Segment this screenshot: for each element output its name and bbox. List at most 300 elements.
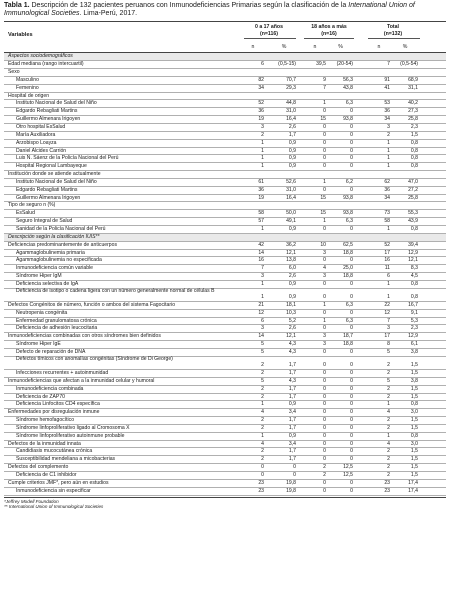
row-label: Edad mediana (rango intercuartil) [8,61,84,68]
row-cell: 12,9 [408,333,418,340]
row-cell: 1 [387,432,390,439]
row-cell: 1,7 [288,424,296,431]
row-cell: 0 [323,432,326,439]
row-cell: 2 [323,464,326,471]
table-header [4,22,446,53]
row-cell: 5,3 [410,317,418,324]
row-cell: 6,3 [345,317,353,324]
row-cell: 36 [258,108,264,115]
row-cell: 5 [387,377,390,384]
row-label: Defectos tímicos con anomalías congénitas (Síndrome de Di George) [16,356,173,363]
row-cell: 1,7 [288,417,296,424]
row-cell: 9 [323,76,326,83]
row-cell: 93,8 [343,194,353,201]
group-row [4,93,446,101]
row-cell: 1 [261,280,264,287]
caption-label: Tabla 1. [4,2,30,9]
row-cell: 27,2 [408,186,418,193]
table-row [4,472,446,480]
table-row [4,140,446,148]
row-cell: 1,5 [410,456,418,463]
table-row [4,108,446,116]
document-page [4,0,446,509]
row-cell: 17,4 [408,487,418,494]
row-cell: 15 [320,194,326,201]
row-cell: 12,1 [286,333,296,340]
row-cell: 5 [387,348,390,355]
table-row [4,148,446,156]
row-label: María Auxiliadora [16,131,56,138]
table-row [4,401,446,409]
group-n: (n=116) [259,30,279,37]
row-cell: 0 [261,464,264,471]
table-row [4,124,446,132]
row-cell: 0 [350,448,353,455]
row-label: Seguro Integral de Salud [16,218,73,225]
row-cell: 31,0 [286,108,296,115]
row-cell: 16 [258,257,264,264]
row-cell: 1 [261,163,264,170]
row-cell: 10,3 [286,309,296,316]
row-cell: 1 [261,147,264,154]
row-cell: 0 [323,440,326,447]
table-row [4,456,446,464]
row-cell: 3 [261,124,264,130]
row-cell: 3 [323,273,326,280]
table-row [4,163,446,171]
row-cell: 0,8 [410,147,418,154]
row-cell: 93,8 [343,116,353,123]
row-cell: 6,1 [410,341,418,348]
row-cell: 0 [323,139,326,146]
row-cell: 70,7 [286,76,296,83]
caption-italic: International Union of Immunological Societies [4,2,415,18]
row-cell: 25,8 [408,194,418,201]
row-cell: 4 [261,409,264,416]
row-cell: 0 [323,448,326,455]
table-row [4,77,446,85]
row-cell: 36,2 [286,241,296,248]
row-cell: 2 [261,456,264,463]
row-cell: 3,0 [410,409,418,416]
row-cell: 53 [384,100,390,107]
row-cell: 13,8 [286,257,296,264]
row-label: Agammaglobulinemia primaria [16,249,85,256]
row-cell: 0 [350,186,353,193]
row-cell: 3 [387,124,390,130]
row-cell: 2 [323,471,326,478]
row-label: EsSalud [16,210,35,217]
row-cell: 4 [323,265,326,272]
row-cell: 2 [261,385,264,392]
row-cell: 2 [261,424,264,431]
row-cell: 39,5 [316,61,326,68]
header-underline [304,38,354,39]
row-cell: 0,9 [288,432,296,439]
row-cell: 4,3 [288,341,296,348]
row-cell: 0 [350,487,353,494]
table-row [4,289,446,302]
row-cell: 41 [384,84,390,91]
row-cell: 31,0 [286,186,296,193]
row-label: Institución donde se atiende actualmente [8,171,101,178]
row-cell: 1 [261,401,264,408]
row-cell: 1,5 [410,448,418,455]
footnote: *Jeffrey Modell Foundation [4,498,59,504]
row-cell: 18,8 [343,249,353,256]
row-cell: 4 [387,440,390,447]
row-label: Instituto Nacional de Salud del Niño [16,100,97,107]
row-cell: 47,0 [408,178,418,185]
row-cell: 1,5 [410,361,418,368]
footnote: ** International Union of Immunological Societies [4,503,104,509]
row-cell: 49,1 [286,218,296,225]
row-cell: 4,3 [288,348,296,355]
row-cell: 0 [323,147,326,154]
group-row [4,378,446,386]
row-label: Enfermedades por disregulación inmune [8,409,100,416]
row-cell: 6,3 [345,301,353,308]
row-cell: 2 [261,370,264,376]
table-row [4,433,446,441]
row-label: Síndrome linfoproliferativo ligado al Cromosoma X [16,424,130,431]
row-cell: 0 [350,147,353,154]
row-cell: 57 [258,218,264,225]
row-cell: 1,5 [410,471,418,478]
row-cell: 23 [258,487,264,494]
row-cell: 12,1 [408,257,418,264]
row-cell: 16,4 [286,116,296,123]
row-label: Defectos del complemento [8,464,69,471]
group-row [4,171,446,179]
row-label: Deficiencias predominantemente de anticuerpos [8,241,118,248]
table-body [4,53,446,495]
row-cell: 0,9 [288,293,296,300]
row-cell: 0 [323,401,326,408]
row-label: Guillermo Almenara Irigoyen [16,116,81,123]
row-cell: 23 [258,479,264,486]
row-cell: 0,8 [410,293,418,300]
row-cell: 0 [323,409,326,416]
row-cell: 0 [350,417,353,424]
row-cell: 0 [350,385,353,392]
row-cell: 0 [261,471,264,478]
row-cell: 3 [387,325,390,332]
row-cell: (0,5-54) [400,61,418,68]
row-cell: 0 [350,108,353,115]
row-cell: 1 [261,225,264,232]
row-cell: 19 [258,116,264,123]
row-cell: 6 [261,61,264,68]
group-row [4,302,446,310]
header-sub: n [377,44,381,51]
table-caption [4,0,446,18]
row-cell: 58 [258,210,264,217]
table-row [4,265,446,273]
row-cell: 0 [350,456,353,463]
row-cell: 40,2 [408,100,418,107]
row-cell: 2,6 [288,273,296,280]
row-cell: 1 [323,317,326,324]
row-label: Deficiencia de isotipo o cadena ligera con un número generalmente normal de células B [16,288,215,295]
row-cell: 2 [261,417,264,424]
row-label: Síndrome Hiper IgM [16,273,62,280]
row-cell: 36 [384,108,390,115]
row-cell: 14 [258,333,264,340]
row-cell: 6,2 [345,178,353,185]
row-cell: 0 [323,309,326,316]
row-cell: 1,7 [288,370,296,376]
row-cell: 25,0 [343,265,353,272]
row-label: Inmunodeficiencia combinada [16,385,84,392]
row-cell: 68,9 [408,76,418,83]
group-row [4,69,446,77]
row-label: Inmunodeficiencia sin especificar [16,487,91,494]
row-cell: 1,5 [410,417,418,424]
row-label: Candidiasis mucocutánea crónica [16,448,93,455]
row-cell: 2 [387,417,390,424]
header-sub: % [402,44,408,51]
row-cell: 1,7 [288,393,296,400]
row-cell: 1 [387,155,390,162]
row-label: Deficiencia de ZAP70 [16,393,65,400]
row-cell: 2 [387,471,390,478]
row-cell: 1 [261,155,264,162]
row-cell: 18,7 [343,333,353,340]
row-cell: 0 [323,385,326,392]
row-cell: 0 [350,257,353,264]
table-row [4,250,446,258]
row-cell: 2 [387,424,390,431]
table-row [4,226,446,234]
row-cell: 0,8 [410,401,418,408]
row-cell: 2 [261,131,264,138]
row-label: Sanidad de la Policía Nacional del Perú [16,225,106,232]
row-cell: 0,9 [288,401,296,408]
row-cell: 0 [350,361,353,368]
row-cell: 1,7 [288,448,296,455]
row-cell: 19,8 [286,479,296,486]
row-cell: 0,9 [288,139,296,146]
row-cell: 0 [323,124,326,130]
caption-suffix: . Lima-Perú, 2017. [79,10,138,18]
row-label: Deficiencia de adhesión leucocitaria [16,325,98,332]
table-row [4,210,446,218]
row-cell: 2,6 [288,124,296,130]
table-row [4,116,446,124]
row-cell: 0 [350,370,353,376]
row-cell: 0 [350,309,353,316]
row-cell: 11 [384,265,390,272]
row-cell: 0 [350,409,353,416]
row-cell: 3,8 [410,348,418,355]
row-label: Sexo [8,69,20,76]
row-cell: 2 [387,456,390,463]
data-table [4,21,446,495]
row-label: Síndrome Hiper IgE [16,341,61,348]
row-cell: 0,9 [288,163,296,170]
table-row [4,257,446,265]
caption-text: Descripción de 132 pacientes peruanos con Inmunodeficiencias Primarias según la clasificación de la [31,2,347,9]
row-label: Defectos Congénitos de número, función o ambos del sistema Fagocitario [8,301,176,308]
row-cell: 3,8 [410,377,418,384]
header-group-0-17 [242,24,296,36]
group-row [4,242,446,250]
row-label: Inmunodeficiencias combinadas con otros síndromes bien definidos [8,333,161,340]
row-cell: 1 [387,293,390,300]
row-cell: 16 [384,257,390,264]
group-n: (n=132) [383,30,403,37]
row-cell: 0,8 [410,139,418,146]
table-row [4,273,446,281]
row-cell: 3 [323,341,326,348]
row-cell: 9,1 [410,309,418,316]
row-cell: 0 [350,424,353,431]
row-label: Instituto Nacional de Salud del Niño [16,178,97,185]
row-label: Cumple criterios JMF*, pero aún en estudios [8,479,109,486]
row-cell: 0 [323,186,326,193]
row-cell: 1 [261,293,264,300]
row-cell: 15 [320,116,326,123]
row-cell: 3,0 [410,440,418,447]
row-cell: 56,3 [343,76,353,83]
row-cell: 4,5 [410,273,418,280]
row-cell: 0 [350,325,353,332]
row-cell: 52,6 [286,178,296,185]
row-cell: 0 [350,124,353,130]
header-underline [368,38,420,39]
row-cell: 18,8 [343,341,353,348]
row-cell: 1,5 [410,424,418,431]
row-cell: 42 [258,241,264,248]
header-sub: n [251,44,255,51]
row-label: Guillermo Almenara Irigoyen [16,194,81,201]
header-group-18-plus [302,24,356,36]
row-cell: 1 [323,100,326,107]
table-row [4,187,446,195]
row-cell: 17,4 [408,479,418,486]
table-row [4,195,446,203]
row-cell: 2 [387,131,390,138]
row-label: Daniel Alcides Carrión [16,147,67,154]
row-label: Agammaglobulinemia no especificada [16,257,102,264]
row-cell: 6 [261,317,264,324]
row-cell: 12,1 [286,249,296,256]
row-cell: 1 [323,178,326,185]
row-cell: 25,8 [408,116,418,123]
row-cell: 2 [387,370,390,376]
row-cell: 3 [261,273,264,280]
row-cell: 1,7 [288,361,296,368]
row-cell: 0 [323,456,326,463]
row-label: Infecciones recurrentes + autoinmunidad [16,370,109,376]
table-row [4,386,446,394]
row-cell: 0 [323,377,326,384]
header-variables: Variables [8,32,33,39]
row-cell: 0 [323,361,326,368]
row-cell: 0 [350,440,353,447]
row-cell: 0,9 [288,225,296,232]
row-cell: 3 [323,249,326,256]
row-cell: 0,8 [410,432,418,439]
row-cell: 0 [323,479,326,486]
row-cell: 8,3 [410,265,418,272]
row-cell: 7 [261,265,264,272]
row-cell: 29,3 [286,84,296,91]
row-cell: 8 [387,341,390,348]
row-cell: 23 [384,487,390,494]
row-cell: 16,4 [286,194,296,201]
row-cell: 0 [350,393,353,400]
row-cell: 1 [387,147,390,154]
group-row [4,464,446,472]
row-cell: 0 [323,155,326,162]
table-row [4,100,446,108]
row-cell: 2 [387,464,390,471]
row-cell: 3,4 [288,409,296,416]
row-cell: 19,8 [286,487,296,494]
row-label: Síndrome linfoproliferativo autoinmune probable [16,432,125,439]
table-row [4,425,446,433]
row-cell: 0 [350,131,353,138]
row-cell: 4,3 [288,377,296,384]
row-cell: 43,9 [408,218,418,225]
table-row [4,179,446,187]
group-title: 0 a 17 años [255,24,283,31]
row-label: Deficiencia Linfocitos CD4 específica [16,401,100,408]
row-cell: 17 [384,333,390,340]
row-cell: 5 [261,348,264,355]
section-row [4,53,446,61]
row-cell: (0,5-15) [278,61,296,68]
row-cell: 12 [384,309,390,316]
row-label: Descripción según la clasificación IUIS** [8,233,100,240]
table-row [4,155,446,163]
row-cell: 23 [384,479,390,486]
row-cell: 1 [261,432,264,439]
group-title: 18 años a más [311,24,347,31]
row-cell: 1,7 [288,385,296,392]
row-cell: 0,9 [288,155,296,162]
group-row [4,409,446,417]
row-cell: 0,9 [288,147,296,154]
row-cell: 1,7 [288,131,296,138]
row-cell: 12,5 [343,471,353,478]
header-sub: % [281,44,287,51]
table-row [4,85,446,93]
row-cell: 2 [387,448,390,455]
row-cell: 1 [387,225,390,232]
row-cell: 0,8 [410,163,418,170]
row-cell: 34 [258,84,264,91]
row-label: Hospital de origen [8,92,50,99]
group-row [4,202,446,210]
row-cell: 6,3 [345,100,353,107]
table-row [4,370,446,378]
row-cell: 16,7 [408,301,418,308]
table-row [4,357,446,370]
row-cell: 18,1 [286,301,296,308]
row-cell: 0 [350,225,353,232]
row-cell: 31,1 [408,84,418,91]
row-label: Defecto de reparación de DNA [16,348,86,355]
row-cell: 52 [258,100,264,107]
row-cell: 34 [384,116,390,123]
row-cell: 0 [323,393,326,400]
row-cell: 1,5 [410,131,418,138]
header-sub: % [338,44,343,51]
row-cell: 50,0 [286,210,296,217]
